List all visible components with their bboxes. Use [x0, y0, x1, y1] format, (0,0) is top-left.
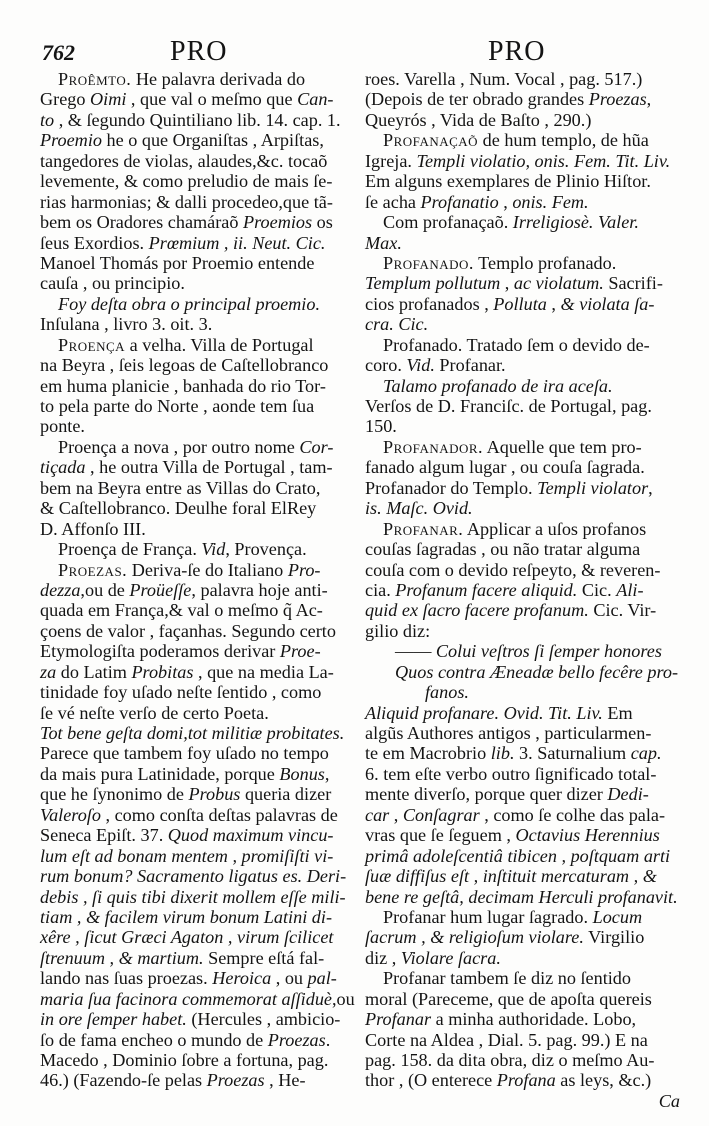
italic-text: Templi violator [537, 477, 649, 498]
italic-text: Vid. [406, 355, 435, 376]
text-run: couſas ſagradas , ou não tratar alguma [365, 539, 641, 560]
text-run: Profanado. Tratado ſem o devido de- [383, 334, 650, 355]
italic-text: & violata ſa- [560, 293, 655, 314]
italic-text: Pro- [287, 559, 321, 580]
text-line [365, 294, 680, 314]
text-run: roes. Varella , Num. Vocal , pag. 517.) [365, 69, 643, 89]
text-run: 3. Saturnalium [514, 743, 631, 764]
text-line [365, 927, 680, 947]
text-run: lando nas ſuas proezas. [40, 968, 213, 989]
italic-text: Aliquid profanare. Ovid. Tit. Liv. [365, 702, 603, 723]
entry-headword: Proêmto. [58, 69, 132, 89]
text-line [40, 253, 352, 273]
text-line [40, 151, 352, 171]
italic-text: Heroica [212, 968, 272, 989]
text-line [365, 233, 680, 253]
text-line [40, 621, 352, 641]
text-run: Profanar hum lugar ſagrado. [383, 906, 593, 927]
text-line [365, 1091, 680, 1111]
text-line [365, 1050, 680, 1070]
text-run: Verſos de D. Franciſc. de Portugal, pag. [365, 396, 652, 416]
text-run: que he ſynonimo de [40, 784, 189, 805]
text-line [365, 416, 680, 436]
text-line [40, 560, 352, 580]
text-line [365, 621, 680, 641]
text-line [365, 130, 680, 150]
text-run: , que na media La- [193, 661, 334, 682]
text-run: Deriva-ſe do Italiano [127, 559, 288, 580]
text-run: , He- [264, 1070, 306, 1091]
text-run: pag. 158. da dita obra, diz o meſmo Au- [365, 1050, 655, 1070]
text-line [40, 743, 352, 763]
italic-text: tiam , & facilem virum bonum Latini di- [40, 906, 332, 927]
text-line [365, 457, 680, 477]
text-line [40, 212, 352, 232]
text-run: Manoel Thomás por Proemio entende [40, 252, 315, 273]
italic-text: primâ adoleſcentiâ tibicen , poſtquam arti [365, 845, 671, 866]
italic-text: ſuæ diffiſus eſt , inſtituit mercaturam , & [365, 866, 657, 887]
text-run: Proença de França. [58, 539, 202, 560]
text-run: os [312, 212, 333, 233]
text-run: Etymologiſta poderamos derivar [40, 641, 280, 662]
text-run: Com profanaçaõ. [383, 212, 513, 233]
text-run: moral (Pareceme, que de apoſta quereis [365, 988, 652, 1009]
text-run: Proença a nova , por outro nome [58, 436, 300, 457]
text-line [40, 784, 352, 804]
text-run: —— [395, 641, 436, 662]
italic-text: Octavius Herennius [515, 825, 660, 846]
text-run: Em alguns exemplares de Plinio Hiſtor. [365, 171, 651, 192]
text-line [365, 1009, 680, 1029]
text-run: , que val o meſmo que [126, 89, 298, 110]
text-line [40, 457, 352, 477]
italic-text: Conſagrar [402, 804, 480, 825]
text-line [365, 376, 680, 396]
text-run: , [389, 804, 403, 825]
text-line [40, 1009, 352, 1029]
text-line [365, 212, 680, 232]
text-run: tangedores de violas, alaudes,&c. tocaõ [40, 150, 328, 171]
text-line [40, 968, 352, 988]
text-run: , & ſegundo Quintiliano lib. 14. cap. 1. [54, 109, 341, 130]
text-line [365, 764, 680, 784]
text-run: coro. [365, 355, 407, 376]
text-run: & Caſtellobranco. Deulhe foral ElRey [40, 498, 317, 519]
italic-text: bene re geſtâ, decimam Herculi profanavit. [365, 886, 678, 907]
text-line [40, 866, 352, 886]
italic-text: in ore ſemper habet. [40, 1009, 187, 1030]
italic-text: Can- [297, 89, 334, 110]
running-head-right: PRO [488, 36, 546, 67]
text-run: Virgilio [583, 927, 645, 948]
italic-text: ac violatum. [513, 273, 604, 294]
text-run: Sempre eſtá fal- [203, 947, 325, 968]
text-line [365, 69, 680, 89]
text-line [40, 519, 352, 539]
italic-text: ſacrum , & religioſum violare. [365, 927, 584, 948]
text-line [40, 662, 352, 682]
text-line [40, 703, 352, 723]
italic-text: fanos. [425, 682, 469, 703]
text-run: Corte na Aldea , Dial. 5. pag. 99.) E na [365, 1029, 648, 1050]
italic-text: Proüeſſe [129, 579, 192, 600]
italic-text: Violare ſacra. [400, 947, 501, 968]
entry-headword: Proença [58, 334, 126, 355]
text-line [40, 580, 352, 600]
italic-text: Profanatio [420, 191, 499, 212]
text-run: de hum templo, de hũa [478, 130, 649, 151]
text-run: algũs Authores antigos , particularmen- [365, 723, 652, 743]
italic-text: Proemios [243, 212, 313, 233]
text-line [40, 273, 352, 293]
text-run: , como ſe colhe das pala- [479, 804, 666, 825]
text-run: levemente, & como preludio de mais ſe- [40, 171, 333, 192]
text-line [40, 723, 352, 743]
text-line [365, 171, 680, 191]
text-line [365, 743, 680, 763]
text-line [365, 948, 680, 968]
text-line [40, 539, 352, 559]
text-line [365, 580, 680, 600]
text-run: , [546, 293, 561, 314]
italic-text: Colui veſtros ſi ſemper honores [435, 641, 662, 662]
text-run: çoens de valor , façanhas. Segundo certo [40, 620, 336, 641]
text-line [365, 314, 680, 334]
text-line [365, 396, 680, 416]
italic-text: Foy deſta obra o principal proemio. [58, 293, 321, 314]
italic-text: xêre , ſicut Græci Agaton , virum ſcilicet [40, 927, 334, 948]
italic-text: onis. Fem. [512, 191, 589, 212]
text-line [40, 805, 352, 825]
text-line [40, 110, 352, 130]
text-run: , [324, 763, 330, 784]
italic-text: pal- [307, 968, 337, 989]
italic-text: Probus [188, 784, 241, 805]
text-line [365, 805, 680, 825]
italic-text: Quos contra Æneadæ bello fecêre pro- [395, 661, 679, 682]
entry-headword: Profanado. [383, 252, 474, 273]
text-line [40, 498, 352, 518]
text-line [40, 294, 352, 314]
text-line [40, 376, 352, 396]
text-run: fanado algum lugar , ou couſa ſagrada. [365, 457, 645, 478]
text-line [40, 764, 352, 784]
page-number: 762 [42, 40, 75, 65]
text-run: as leys, &c.) [555, 1070, 652, 1091]
text-run: , ou [271, 968, 308, 989]
text-line [365, 539, 680, 559]
text-line [365, 89, 680, 109]
text-run: quada em França,& val o meſmo q̃ Ac- [40, 600, 323, 621]
left-column [40, 69, 355, 1091]
italic-text: lum eſt ad bonam mentem , promiſiſti vi- [40, 845, 334, 866]
running-head-left: PRO [170, 36, 228, 67]
text-run: Sacrifi- [603, 273, 663, 294]
italic-text: Bonus [279, 763, 325, 784]
text-run: ſo de fama encheo o mundo de [40, 1029, 268, 1050]
text-line [365, 907, 680, 927]
italic-text: Cor- [299, 436, 334, 457]
italic-text: Templum pollutum [365, 273, 501, 294]
italic-text: Locum [592, 906, 643, 927]
text-run: ſe vé neſte verſo de certo Poeta. [40, 702, 269, 723]
text-line [365, 866, 680, 886]
text-run: ,ou [332, 988, 355, 1009]
text-line [365, 825, 680, 845]
text-line [365, 968, 680, 988]
text-run: Seneca Epiſt. 37. [40, 825, 168, 846]
text-line [40, 682, 352, 702]
text-run: Macedo , Dominio ſobre a fortuna, pag. [40, 1050, 329, 1070]
text-run: , como conſta deſtas palavras de [100, 804, 338, 825]
text-run: bem os Oradores chamáraõ [40, 212, 244, 233]
entry-headword: Profanador. [383, 436, 484, 457]
italic-text: Templi violatio, onis. Fem. Tit. Liv. [416, 150, 671, 171]
text-line [365, 519, 680, 539]
text-run: D. Affonſo III. [40, 518, 146, 539]
italic-text: Oimi [90, 89, 127, 110]
entry-headword: Proezas. [58, 559, 128, 580]
text-run: cios profanados , [365, 293, 494, 314]
text-run: , [498, 191, 513, 212]
text-run: thor , (O enterece [365, 1070, 497, 1091]
italic-text: to [40, 109, 55, 130]
italic-text: dezza [40, 579, 81, 600]
text-run: 6. tem eſte verbo outro ſignificado total- [365, 763, 657, 784]
text-line [365, 846, 680, 866]
text-line [40, 948, 352, 968]
text-line [40, 233, 352, 253]
italic-text: is. Maſc. Ovid. [365, 498, 473, 519]
text-run: queria dizer [240, 784, 332, 805]
italic-text: car [365, 804, 390, 825]
italic-text: quid ex ſacro facere profanum. [365, 600, 589, 621]
text-run: (Hercules , ambicio- [186, 1009, 341, 1030]
text-line [40, 1030, 352, 1050]
text-line [365, 887, 680, 907]
italic-text: maria ſua facinora commemorat aſſiduè [40, 988, 332, 1009]
text-run: , palavra hoje anti- [191, 579, 328, 600]
text-run: , [646, 89, 652, 110]
text-line [365, 784, 680, 804]
text-line [365, 723, 680, 743]
text-run: 150. [365, 416, 397, 437]
text-run: Igreja. [365, 150, 417, 171]
italic-text: Proe- [279, 641, 321, 662]
text-line [40, 846, 352, 866]
text-line [365, 600, 680, 620]
text-run: te em Macrobrio [365, 743, 491, 764]
text-run: em huma planicie , banhada do rio Tor- [40, 375, 326, 396]
text-run: he o que Organiſtas , Arpiſtas, [101, 130, 324, 151]
right-column [365, 69, 680, 1111]
text-run: couſa com o devido reſpeyto, & reveren- [365, 559, 661, 580]
text-line [40, 130, 352, 150]
text-line [365, 1030, 680, 1050]
text-run: 46.) (Fazendo-ſe pelas [40, 1070, 207, 1091]
text-run: Cic. [577, 579, 617, 600]
text-line [40, 192, 352, 212]
text-line [40, 887, 352, 907]
text-run: Templo profanado. [473, 252, 617, 273]
text-line [40, 314, 352, 334]
text-line [365, 662, 680, 682]
italic-text: Profanum facere aliquid. [395, 579, 578, 600]
italic-text: cra. Cic. [365, 314, 429, 335]
italic-text: Prœmium , ii. Neut. Cic. [148, 232, 326, 253]
text-run: , [500, 273, 514, 294]
text-run: Cic. Vir- [588, 600, 657, 621]
text-run: tinidade foy uſado neſte ſentido , como [40, 682, 322, 703]
italic-text: Profanar [365, 1009, 432, 1030]
text-run: , Provença. [225, 539, 307, 560]
text-run: Queyrós , Vida de Baſto , 290.) [365, 109, 592, 130]
text-line [40, 335, 352, 355]
text-run: Aquelle que tem pro- [483, 436, 642, 457]
italic-text: Proemio [40, 130, 102, 151]
italic-text: lib. [490, 743, 515, 764]
text-line [40, 416, 352, 436]
text-line [365, 273, 680, 293]
text-run: Inſulana , livro 3. oit. 3. [40, 314, 213, 335]
text-run: Applicar a uſos profanos [463, 518, 647, 539]
text-run: Profanar. [434, 355, 506, 376]
italic-text: Tot bene geſta domi,tot militiæ probitates. [40, 723, 345, 743]
text-line [365, 478, 680, 498]
entry-headword: Profanaçaõ [383, 130, 479, 151]
text-line [365, 151, 680, 171]
text-line [365, 192, 680, 212]
italic-text: Profana [496, 1070, 556, 1091]
text-run: a velha. Villa de Portugal [125, 334, 314, 355]
italic-text: rum bonum? Sacramento ligatus es. Deri- [40, 866, 347, 887]
text-line [365, 641, 680, 661]
italic-text: Max. [365, 232, 402, 253]
text-line [365, 335, 680, 355]
italic-text: Proezas [588, 89, 647, 110]
text-run: . [325, 1029, 331, 1050]
text-line [40, 1070, 352, 1090]
italic-text: Vid [201, 539, 226, 560]
text-run: gilio diz: [365, 620, 431, 641]
text-line [365, 498, 680, 518]
text-run: diz , [365, 947, 401, 968]
text-run: ponte. [40, 416, 85, 437]
italic-text: Proezas [267, 1029, 326, 1050]
text-run: (Depois de ter obrado grandes [365, 89, 589, 110]
text-line [40, 396, 352, 416]
text-run: cauſa , ou principio. [40, 273, 185, 294]
text-run: Em [602, 702, 633, 723]
text-run: , he outra Villa de Portugal , tam- [85, 457, 333, 478]
text-line [365, 560, 680, 580]
italic-text: Polluta [493, 293, 547, 314]
text-line [40, 1050, 352, 1070]
italic-text: ſtrenuum , & martium. [40, 947, 204, 968]
text-run: , [648, 477, 653, 498]
italic-text: Quod maximum vincu- [167, 825, 334, 846]
text-run: mente diverſo, porque quer dizer [365, 784, 608, 805]
text-line [365, 110, 680, 130]
text-run: Profanador do Templo. [365, 477, 538, 498]
text-line [365, 437, 680, 457]
text-run: Profanar tambem ſe diz no ſentido [383, 968, 631, 989]
text-line [40, 641, 352, 661]
text-run: bem na Beyra entre as Villas do Crato, [40, 477, 321, 498]
text-line [40, 355, 352, 375]
entry-headword: Profanar. [383, 518, 464, 539]
text-run: do Latim [56, 661, 132, 682]
text-run: to pela parte do Norte , aonde tem ſua [40, 396, 315, 416]
text-line [365, 355, 680, 375]
italic-text: Ca [658, 1090, 680, 1111]
italic-text: Valeroſo [40, 804, 101, 825]
italic-text: za [40, 661, 57, 682]
italic-text: debis , ſi quis tibi dixerit mollem eſſe mili- [40, 886, 346, 907]
text-run: vras que ſe ſeguem , [365, 825, 516, 846]
text-line [40, 988, 355, 1009]
text-line [365, 682, 680, 702]
text-run: a minha authoridade. Lobo, [431, 1009, 637, 1030]
text-run: rias harmonias; & dalli procedeo,que tã- [40, 191, 333, 212]
italic-text: Irreligiosè. Valer. [512, 212, 639, 233]
text-line [40, 825, 352, 845]
text-line [40, 171, 352, 191]
text-line [40, 907, 352, 927]
text-line [40, 89, 352, 109]
italic-text: Proezas [206, 1070, 265, 1091]
italic-text: Talamo profanado de ira aceſa. [383, 375, 613, 396]
text-run: na Beyra , ſeis legoas de Caſtellobranco [40, 355, 329, 376]
text-line [365, 703, 680, 723]
italic-text: Dedi- [607, 784, 649, 805]
italic-text: Ali- [616, 579, 644, 600]
text-run: Grego [40, 89, 90, 110]
text-run: cia. [365, 579, 396, 600]
text-line [40, 437, 352, 457]
text-run: ,ou de [80, 579, 130, 600]
text-line [365, 1070, 680, 1090]
text-line [40, 927, 352, 947]
text-run: He palavra derivada do [131, 69, 306, 89]
text-run: da mais pura Latinidade, porque [40, 763, 280, 784]
italic-text: cap. [630, 743, 662, 764]
italic-text: tiçada [40, 457, 86, 478]
text-line [40, 69, 352, 89]
text-line [40, 600, 352, 620]
text-run: Parece que tambem foy uſado no tempo [40, 743, 329, 764]
text-run: ſeus Exordios. [40, 232, 149, 253]
text-run: ſe acha [365, 191, 421, 212]
text-line [365, 989, 680, 1009]
text-line [40, 478, 352, 498]
italic-text: Probitas [131, 661, 194, 682]
text-line [365, 253, 680, 273]
